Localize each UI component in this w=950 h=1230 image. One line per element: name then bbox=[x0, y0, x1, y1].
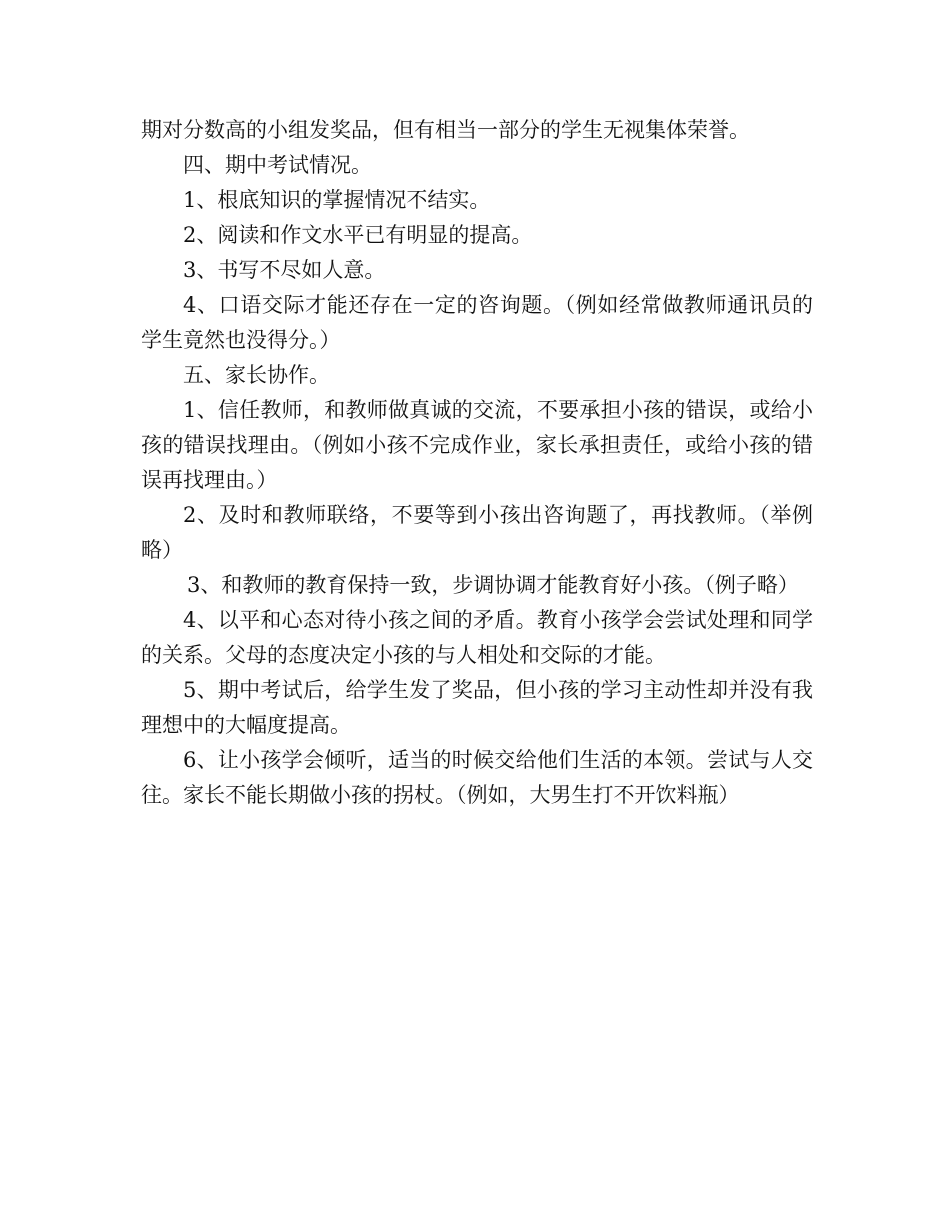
list-item-parents-4: 4、以平和心态对待小孩之间的矛盾。教育小孩学会尝试处理和同学的关系。父母的态度决定小孩的与人相处和交际的才能。 bbox=[141, 608, 813, 667]
list-item-midterm-3: 3、书写不尽如人意。 bbox=[183, 258, 386, 282]
list-item-midterm-1: 1、根底知识的掌握情况不结实。 bbox=[183, 188, 491, 212]
list-item-parents-1: 1、信任教师，和教师做真诚的交流，不要承担小孩的错误，或给小孩的错误找理由。（例如小孩不完成作业，家长承担责任，或给小孩的错误再找理由。） bbox=[141, 398, 813, 492]
document-body bbox=[141, 113, 813, 813]
list-item-parents-5: 5、期中考试后，给学生发了奖品，但小孩的学习主动性却并没有我理想中的大幅度提高。 bbox=[141, 678, 813, 737]
section-heading-parents: 五、家长协作。 bbox=[183, 363, 330, 387]
list-item-parents-2: 2、及时和教师联络，不要等到小孩出咨询题了，再找教师。（举例略） bbox=[141, 503, 813, 562]
paragraph-continuation: 期对分数高的小组发奖品，但有相当一部分的学生无视集体荣誉。 bbox=[141, 118, 750, 142]
list-item-midterm-2: 2、阅读和作文水平已有明显的提高。 bbox=[183, 223, 533, 247]
section-heading-midterm: 四、期中考试情况。 bbox=[183, 153, 372, 177]
list-item-parents-3: 3、和教师的教育保持一致，步调协调才能教育好小孩。（例子略） bbox=[187, 573, 799, 597]
list-item-parents-6: 6、让小孩学会倾听，适当的时候交给他们生活的本领。尝试与人交往。家长不能长期做小孩的拐杖。（例如，大男生打不开饮料瓶） bbox=[141, 748, 813, 807]
list-item-midterm-4: 4、口语交际才能还存在一定的咨询题。（例如经常做教师通讯员的学生竟然也没得分。） bbox=[141, 293, 813, 352]
